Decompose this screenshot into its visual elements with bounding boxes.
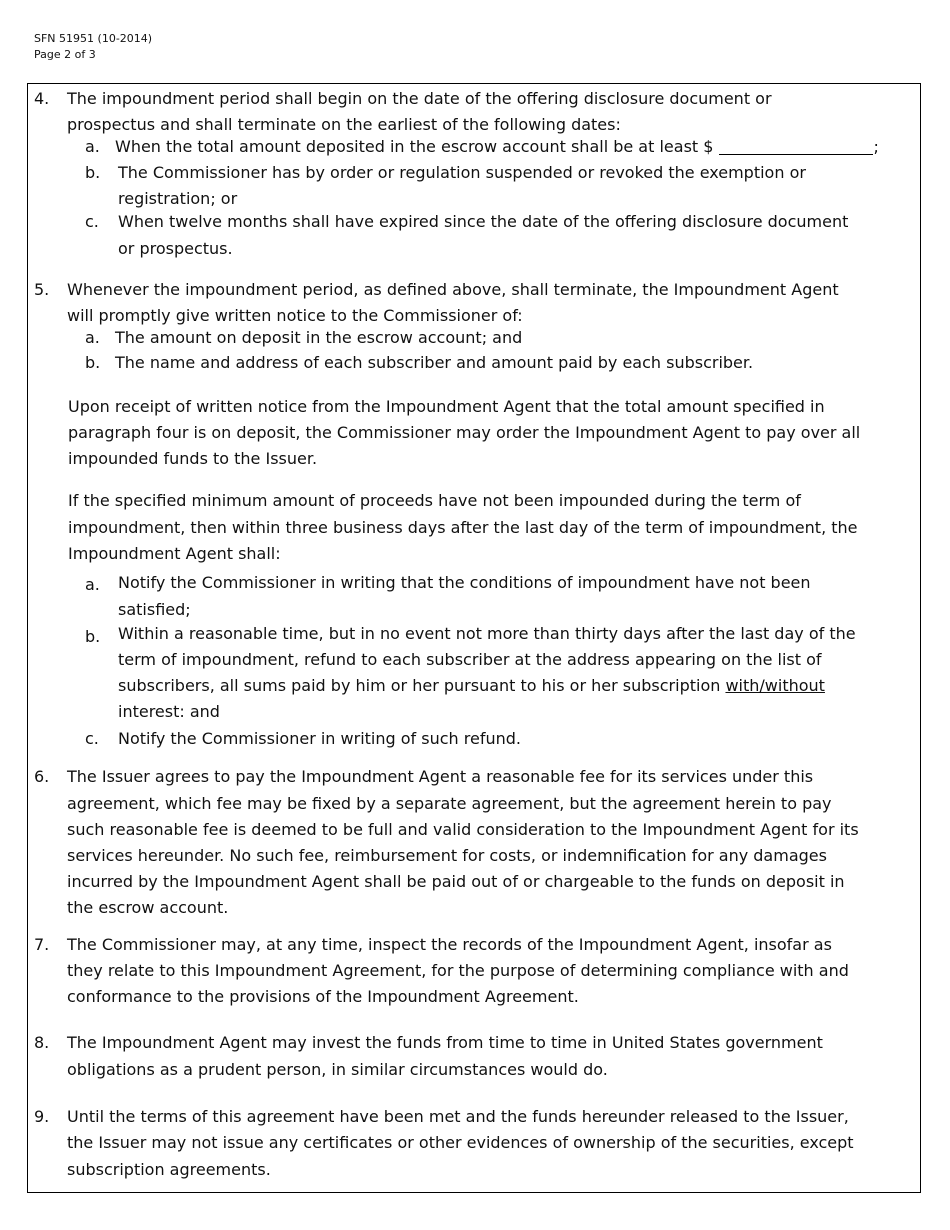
text-line: The Issuer agrees to pay the Impoundment Agent a reasonable fee for its services under this (67, 767, 814, 786)
text-line: The name and address of each subscriber and amount paid by each subscriber. (115, 353, 754, 372)
form-header (34, 31, 152, 63)
text-line: Upon receipt of written notice from the Impoundment Agent that the total amount specified in (68, 397, 825, 416)
text-line: services hereunder. No such fee, reimbursement for costs, or indemnification for any damages (67, 846, 827, 865)
page-number: Page 2 of 3 (34, 48, 96, 61)
item-number: 9. (34, 1107, 50, 1126)
text-line: Until the terms of this agreement have been met and the funds hereunder released to the Issuer, (67, 1107, 849, 1126)
text-line: Whenever the impoundment period, as defined above, shall terminate, the Impoundment Agent (67, 280, 839, 299)
text-line: the Issuer may not issue any certificates or other evidences of ownership of the securities, except (67, 1133, 854, 1152)
text-line: subscription agreements. (67, 1160, 271, 1179)
text-line: When twelve months shall have expired since the date of the offering disclosure document (118, 212, 849, 231)
text-line: registration; or (118, 189, 238, 208)
text-line (118, 673, 825, 699)
list-marker: a. (85, 137, 100, 156)
text-line: Notify the Commissioner in writing of such refund. (118, 729, 521, 748)
list-marker: a. (85, 328, 100, 347)
text-line: agreement, which fee may be fixed by a separate agreement, but the agreement herein to pay (67, 794, 832, 813)
text-line: impoundment, then within three business days after the last day of the term of impoundment, the (68, 518, 858, 537)
text-line: or prospectus. (118, 239, 233, 258)
item-number: 5. (34, 280, 50, 299)
amount-blank-field[interactable] (719, 138, 873, 155)
text-line: interest: and (118, 702, 220, 721)
item-number: 6. (34, 767, 50, 786)
text-line: paragraph four is on deposit, the Commissioner may order the Impoundment Agent to pay over all (68, 423, 861, 442)
item-number: 8. (34, 1033, 50, 1052)
text-line: If the specified minimum amount of proceeds have not been impounded during the term of (68, 491, 801, 510)
text-line: they relate to this Impoundment Agreement, for the purpose of determining compliance with and (67, 961, 849, 980)
list-marker: b. (85, 627, 101, 646)
text-line: The impoundment period shall begin on the date of the offering disclosure document or (67, 89, 772, 108)
text-line: prospectus and shall terminate on the earliest of the following dates: (67, 115, 621, 134)
underlined-option: with/without (725, 676, 825, 695)
item-number: 4. (34, 89, 50, 108)
text-line: subscribers, all sums paid by him or her pursuant to his or her subscription (118, 676, 721, 695)
text-line: Within a reasonable time, but in no event not more than thirty days after the last day of the (118, 624, 856, 643)
text-line: The Commissioner may, at any time, inspect the records of the Impoundment Agent, insofar as (67, 935, 832, 954)
punctuation: ; (873, 137, 879, 156)
text-line: term of impoundment, refund to each subscriber at the address appearing on the list of (118, 650, 822, 669)
text-line: Impoundment Agent shall: (68, 544, 281, 563)
text-line: impounded funds to the Issuer. (68, 449, 318, 468)
list-marker: b. (85, 163, 101, 182)
text-line: When the total amount deposited in the escrow account shall be at least $ (115, 137, 714, 156)
text-line (115, 134, 879, 160)
text-line: incurred by the Impoundment Agent shall be paid out of or chargeable to the funds on deposit in (67, 872, 845, 891)
list-marker: c. (85, 729, 99, 748)
text-line: The Commissioner has by order or regulation suspended or revoked the exemption or (118, 163, 806, 182)
text-line: obligations as a prudent person, in similar circumstances would do. (67, 1060, 608, 1079)
list-marker: a. (85, 575, 100, 594)
text-line: such reasonable fee is deemed to be full and valid consideration to the Impoundment Agent for its (67, 820, 859, 839)
text-line: will promptly give written notice to the Commissioner of: (67, 306, 523, 325)
text-line: conformance to the provisions of the Impoundment Agreement. (67, 987, 579, 1006)
text-line: satisfied; (118, 600, 191, 619)
text-line: The amount on deposit in the escrow account; and (115, 328, 523, 347)
text-line: The Impoundment Agent may invest the funds from time to time in United States government (67, 1033, 823, 1052)
form-id: SFN 51951 (10-2014) (34, 32, 153, 45)
list-marker: c. (85, 212, 99, 231)
list-marker: b. (85, 353, 101, 372)
item-number: 7. (34, 935, 50, 954)
text-line: Notify the Commissioner in writing that the conditions of impoundment have not been (118, 573, 811, 592)
text-line: the escrow account. (67, 898, 229, 917)
